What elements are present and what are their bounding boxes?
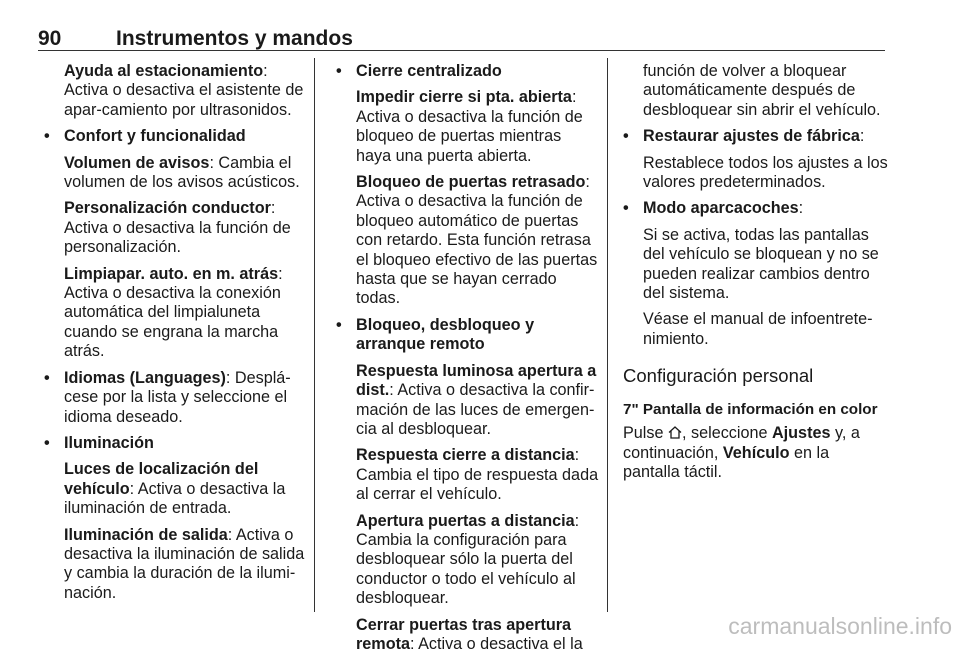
section-heading: Configuración personal xyxy=(623,365,814,387)
term: Volumen de avisos xyxy=(64,153,210,172)
page-number: 90 xyxy=(38,27,62,50)
text: Pulse xyxy=(623,424,664,443)
description: : Activa o desactiva el asistente de apar-camiento por ultrasonidos. xyxy=(64,62,304,119)
bullet-title: Restaurar ajustes de fábrica xyxy=(643,127,860,146)
bullet-title: Cierre centralizado xyxy=(356,62,502,80)
bullet-valet-mode xyxy=(623,199,889,218)
description: : Activa o desactiva la conexión automática del limpialuneta cuando se engrana la marcha atrás. xyxy=(64,264,283,361)
bullet-title: Iluminación xyxy=(64,433,154,452)
vehicle-term: Vehículo xyxy=(722,443,790,462)
colon: : xyxy=(798,199,804,218)
description: : Activa o desactiva el la xyxy=(409,634,583,653)
valet-mode-note: Véase el manual de infoentrete-nimiento. xyxy=(643,310,873,348)
colon: : xyxy=(859,127,865,146)
bullet-comfort xyxy=(44,127,306,146)
text: y, a continuación, xyxy=(623,424,860,462)
bullet-languages xyxy=(44,369,306,427)
description: : Activa o desactiva la confir-mación de las luces de emergen-cia al desbloquear. xyxy=(356,381,595,438)
remote-item xyxy=(336,446,600,504)
term: Bloqueo de puertas retrasado xyxy=(356,173,586,192)
description: : Activa o desactiva la función de bloqueo de puertas mientras haya una puerta abierta. xyxy=(356,88,583,165)
description: : Desplá-cese por la lista y seleccione el idioma deseado. xyxy=(64,368,291,426)
term: Apertura puertas a distancia xyxy=(356,511,575,530)
column-divider-1 xyxy=(314,58,315,612)
valet-mode-text: Si se activa, todas las pantallas del vehículo se bloquean y no se pueden realizar cambios dentro del sistema. xyxy=(643,225,879,303)
comfort-item xyxy=(44,265,306,362)
term: Luces de localización del vehículo xyxy=(64,460,259,498)
page-title: Instrumentos y mandos xyxy=(116,27,353,50)
bullet-factory-reset xyxy=(623,127,889,146)
term: Respuesta cierre a distancia xyxy=(356,446,575,465)
term: Impedir cierre si pta. abierta xyxy=(356,88,572,107)
comfort-item xyxy=(44,199,306,257)
continued-paragraph: función de volver a bloquear automáticamente después de desbloquear sin abrir el vehículo. xyxy=(643,62,881,119)
parking-assist-paragraph xyxy=(44,62,306,120)
comfort-item xyxy=(44,154,306,193)
term: Cerrar puertas tras apertura remota xyxy=(356,615,572,653)
bullet-title: Bloqueo, desbloqueo y arranque remoto xyxy=(356,315,535,354)
term: Ayuda al estacionamiento xyxy=(64,62,264,80)
bullet-lighting xyxy=(44,434,306,453)
description: : Activa o desactiva la función de bloqueo automático de puertas con retardo. Esta función retrasa el bloqueo efectivo de las puertas hasta que se hayan cerrado todas. xyxy=(356,173,598,308)
header-divider xyxy=(38,50,885,51)
locking-item xyxy=(336,173,600,309)
settings-term: Ajustes xyxy=(771,424,831,443)
remote-item xyxy=(336,616,600,655)
bullet-title: Idiomas (Languages) xyxy=(64,368,226,387)
column-divider-2 xyxy=(607,58,608,612)
watermark: carmanualsonline.info xyxy=(728,613,952,639)
term: Iluminación de salida xyxy=(64,525,228,544)
lighting-item xyxy=(44,460,306,518)
lighting-item xyxy=(44,526,306,604)
bullet-central-locking xyxy=(336,62,600,81)
text: en la pantalla táctil. xyxy=(623,443,830,481)
locking-item xyxy=(336,88,600,166)
bullet-title: Modo aparcacoches xyxy=(643,199,799,218)
description: : Cambia la configuración para desbloquear sólo la puerta del conductor o todo el vehículo al desbloquear. xyxy=(356,511,580,608)
description: : Cambia el volumen de los avisos acústicos. xyxy=(64,153,300,192)
column-3 xyxy=(623,62,889,489)
remote-item xyxy=(336,512,600,609)
factory-reset-text: Restablece todos los ajustes a los valores predeterminados. xyxy=(643,153,888,192)
text: , seleccione xyxy=(682,424,768,443)
instruction-paragraph xyxy=(623,424,889,482)
description: : Cambia el tipo de respuesta dada al cerrar el vehículo. xyxy=(356,446,599,504)
column-1 xyxy=(44,62,306,610)
section-subheading: 7" Pantalla de información en color xyxy=(623,400,878,418)
description: : Activa o desactiva la iluminación de salida y cambia la duración de la ilumi-nación. xyxy=(64,525,305,602)
bullet-remote xyxy=(336,316,600,355)
remote-item xyxy=(336,362,600,440)
term: Limpiapar. auto. en m. atrás xyxy=(64,264,279,283)
term: Respuesta luminosa apertura a dist. xyxy=(356,361,597,400)
bullet-title: Confort y funcionalidad xyxy=(64,127,246,146)
term: Personalización conductor xyxy=(64,199,271,218)
description: : Activa o desactiva la función de personalización. xyxy=(64,199,291,257)
home-icon xyxy=(668,426,682,439)
description: : Activa o desactiva la iluminación de entrada. xyxy=(64,479,286,518)
column-2 xyxy=(336,62,600,661)
